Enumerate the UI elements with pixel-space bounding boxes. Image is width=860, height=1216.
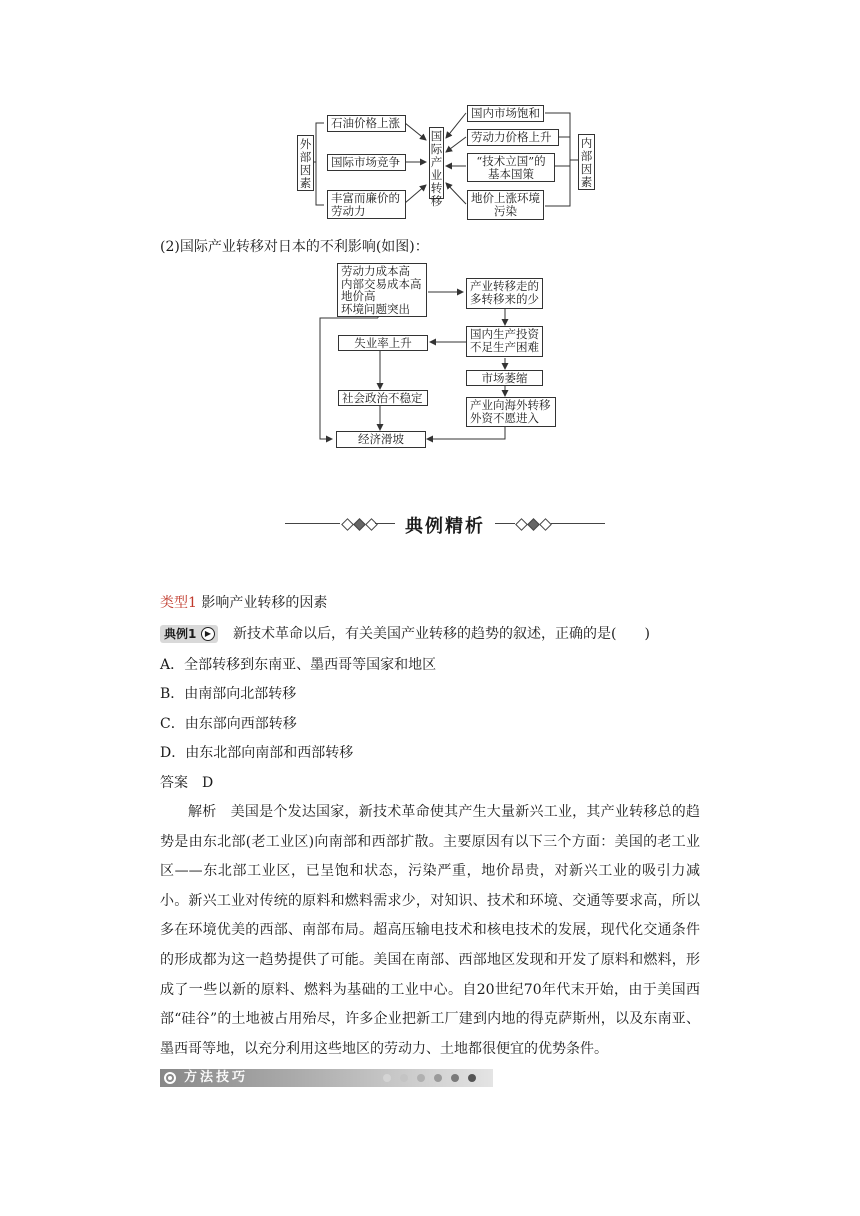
play-arrow-icon: ▶ (201, 627, 215, 641)
type-heading (160, 593, 327, 613)
investment-line-2: 不足生产困难 (470, 340, 539, 354)
external-factors-label: 外部因素 (297, 135, 314, 191)
transfer-out-line-1: 产业转移走的 (470, 279, 539, 293)
analysis-paragraph: 解析 美国是个发达国家，新技术革命使其产生大量新兴工业，其产业转移总的趋势是由东北部(老工业区)向南部和西部扩散。主要原因有以下三个方面：美国的老工业区——东北部工业区，已呈饱和状态，污染严重，地价昂贵，对新兴工业的吸引力减小。新兴工业对传统的原料和燃料需求少，对知识、技术和环境、交通等要求高，所以多在环境优美的西部、南部布局。超高压输电技术和核电技术的发展，现代化交通条件的形成都为这一趋势提供了可能。美国在南部、西部地区发现和开发了原料和燃料，形成了一些以新的原料、燃料为基础的工业中心。自20世纪70年代末开始，由于美国西部“硅谷”的土地被占用殆尽，许多企业把新工厂建到内地的得克萨斯州，以及东南亚、墨西哥等地，以充分利用这些地区的劳动力、土地都很便宜的优势条件。 (160, 804, 700, 1057)
market-shrink-box: 市场萎缩 (466, 370, 543, 386)
internal-item-market-saturation: 国内市场饱和 (467, 105, 544, 122)
banner-diamond-icon (365, 518, 378, 531)
banner-line-right-inner (495, 523, 515, 524)
progress-dot-icon (383, 1074, 391, 1082)
external-item-oil-price: 石油价格上涨 (327, 115, 406, 132)
banner-diamond-icon (341, 518, 354, 531)
method-tips-bar (160, 1069, 493, 1087)
question-text: 新技术革命以后，有关美国产业转移的趋势的叙述，正确的是( ) (233, 626, 650, 642)
overseas-line-2: 外资不愿进入 (470, 411, 539, 425)
target-circle-icon (164, 1072, 176, 1084)
progress-dot-icon (417, 1074, 425, 1082)
answer-text: 答案 D (160, 775, 214, 791)
progress-dot-icon (451, 1074, 459, 1082)
option-d: D．由东北部向南部和西部转移 (160, 745, 354, 761)
progress-dot-icon (468, 1074, 476, 1082)
investment-shortage-box (466, 326, 543, 357)
banner-diamond-icon (527, 518, 540, 531)
example-badge: 典例1 (160, 625, 218, 643)
banner-diamond-icon (515, 518, 528, 531)
progress-dot-icon (400, 1074, 408, 1082)
progress-dot-icon (434, 1074, 442, 1082)
option-b: B．由南部向北部转移 (160, 686, 297, 702)
economic-decline-box: 经济滑坡 (336, 431, 426, 448)
internal-item-tech-policy: “技术立国”的基本国策 (467, 153, 555, 182)
internal-item-land-pollution: 地价上涨环境污染 (467, 190, 544, 220)
cost-line-1: 劳动力成本高 (341, 264, 410, 278)
cost-line-2: 内部交易成本高 (341, 276, 422, 291)
cost-factors-box (337, 263, 427, 317)
cost-line-3: 地价高 (341, 289, 376, 303)
banner-diamond-icon (353, 518, 366, 531)
banner-line-left (285, 523, 340, 524)
internal-item-labor-price: 劳动力价格上升 (467, 129, 559, 146)
cost-line-4: 环境问题突出 (341, 301, 410, 316)
external-item-market-competition: 国际市场竞争 (327, 154, 406, 171)
social-instability-box: 社会政治不稳定 (338, 390, 428, 406)
diagram-caption: (2)国际产业转移对日本的不利影响(如图)： (160, 239, 429, 255)
option-c: C．由东部向西部转移 (160, 716, 297, 732)
impact-diagram-connectors (0, 0, 860, 460)
method-tips-label: 方法技巧 (184, 1070, 249, 1085)
banner-line-right (551, 523, 605, 524)
banner-diamond-icon (539, 518, 552, 531)
center-label-industry-transfer: 国际产业转移 (430, 129, 443, 208)
type-label: 类型1 (160, 595, 197, 611)
transfer-out-line-2: 多转移来的少 (470, 292, 539, 306)
external-item-cheap-labor: 丰富而廉价的劳动力 (327, 190, 406, 219)
overseas-line-1: 产业向海外转移 (470, 398, 551, 412)
type-title: 影响产业转移的因素 (201, 595, 328, 611)
overseas-transfer-box (466, 397, 556, 427)
internal-factors-label: 内部因素 (578, 134, 595, 190)
investment-line-1: 国内生产投资 (470, 327, 539, 341)
section-banner (285, 512, 605, 536)
unemployment-box: 失业率上升 (338, 335, 428, 351)
section-title: 典例精析 (405, 516, 485, 537)
transfer-out-box (466, 278, 543, 309)
option-a: A．全部转移到东南亚、墨西哥等国家和地区 (160, 657, 437, 673)
banner-line-left-inner (375, 523, 395, 524)
